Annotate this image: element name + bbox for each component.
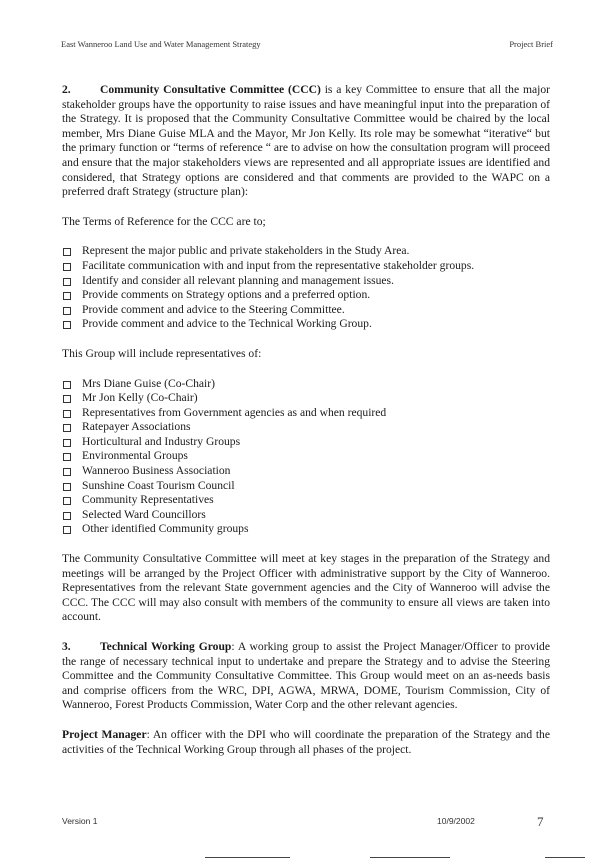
scan-artifact-line <box>545 857 585 858</box>
checkbox-bullet-icon <box>63 497 71 505</box>
list-item: Represent the major public and private stakeholders in the Study Area. <box>62 244 550 259</box>
scan-artifact-line <box>370 857 450 858</box>
checkbox-bullet-icon <box>63 307 71 315</box>
list-item: Representatives from Government agencies as and when required <box>62 406 550 421</box>
checkbox-bullet-icon <box>63 526 71 534</box>
checkbox-bullet-icon <box>63 395 71 403</box>
representatives-intro: This Group will include representatives of: <box>62 346 262 360</box>
page-body <box>62 83 550 757</box>
checkbox-bullet-icon <box>63 278 71 286</box>
footer-date: 10/9/2002 <box>437 816 475 826</box>
project-manager-title: Project Manager <box>62 727 147 741</box>
checkbox-bullet-icon <box>63 292 71 300</box>
list-item: Environmental Groups <box>62 449 550 464</box>
scan-artifact-line <box>205 857 290 858</box>
list-item: Mr Jon Kelly (Co-Chair) <box>62 391 550 406</box>
section-2-number: 2. <box>62 83 71 96</box>
list-item: Wanneroo Business Association <box>62 464 550 479</box>
checkbox-bullet-icon <box>63 439 71 447</box>
list-item: Horticultural and Industry Groups <box>62 435 550 450</box>
list-item: Provide comment and advice to the Steering Committee. <box>62 303 550 318</box>
project-manager-text: : An officer with the DPI who will coordinate the preparation of the Strategy and the activities of the Technical Working Group through all phases of the project. <box>62 727 550 756</box>
footer-version: Version 1 <box>62 816 98 826</box>
list-item: Other identified Community groups <box>62 522 550 537</box>
list-item: Provide comments on Strategy options and a preferred option. <box>62 288 550 303</box>
checkbox-bullet-icon <box>63 483 71 491</box>
project-manager-paragraph <box>62 728 550 757</box>
running-header-doc-type: Project Brief <box>509 39 553 49</box>
checkbox-bullet-icon <box>63 410 71 418</box>
checkbox-bullet-icon <box>63 263 71 271</box>
section-3-text: : A working group to assist the Project Manager/Officer to provide the range of necessary technical input to undertake and prepare the Strategy and to advise the Steering Committee and the Community Consultative Committee. This Group would meet on an as-needs basis and comprise officers from the WRC, DPI, AGWA, MRWA, DOME, Tourism Commission, City of Wanneroo, Forest Products Commission, Water Corp and the other relevant agencies. <box>62 640 550 712</box>
section-2-title: Community Consultative Committee (CCC) <box>100 83 321 96</box>
list-item: Facilitate communication with and input from the representative stakeholder groups. <box>62 259 550 274</box>
running-header-title: East Wanneroo Land Use and Water Management Strategy <box>61 39 261 49</box>
section-2-text: is a key Committee to ensure that all the major stakeholder groups have the opportunity to raise issues and have meaningful input into the preparation of the Strategy. It is proposed that the Community Consultative Committee would be chaired by the local member, Mrs Diane Guise MLA and the Mayor, Mr Jon Kelly. Its role may be somewhat “iterative“ but the primary function or “terms of reference “ are to advise on how the consultation program will proceed and ensure that the major stakeholders views are represented and all appropriate issues are identified and considered, that Strategy options are considered and that comments are provided to the WAPC on a preferred draft Strategy (structure plan): <box>62 83 550 199</box>
checkbox-bullet-icon <box>63 424 71 432</box>
checkbox-bullet-icon <box>63 381 71 389</box>
terms-list <box>62 244 550 332</box>
list-item: Community Representatives <box>62 493 550 508</box>
terms-intro: The Terms of Reference for the CCC are to; <box>62 214 266 228</box>
checkbox-bullet-icon <box>63 512 71 520</box>
section-3-number: 3. <box>62 640 71 653</box>
representatives-list <box>62 377 550 538</box>
list-item: Identify and consider all relevant planning and management issues. <box>62 274 550 289</box>
ccc-meeting-paragraph: The Community Consultative Committee will meet at key stages in the preparation of the Strategy and meetings will be arranged by the Project Officer with administrative support by the City of Wanneroo. Representatives from the relevant State government agencies and the City of Wanneroo will advise the CCC. The CCC will may also consult with members of the community to ensure all views are taken into account. <box>62 552 550 624</box>
checkbox-bullet-icon <box>63 453 71 461</box>
section-3-paragraph <box>62 640 550 713</box>
list-item: Selected Ward Councillors <box>62 508 550 523</box>
list-item: Provide comment and advice to the Technical Working Group. <box>62 317 550 332</box>
checkbox-bullet-icon <box>63 468 71 476</box>
page-number: 7 <box>537 814 544 829</box>
list-item: Mrs Diane Guise (Co-Chair) <box>62 377 550 392</box>
list-item: Ratepayer Associations <box>62 420 550 435</box>
section-3-title: Technical Working Group <box>100 640 232 653</box>
section-2-paragraph <box>62 83 550 200</box>
list-item: Sunshine Coast Tourism Council <box>62 479 550 494</box>
checkbox-bullet-icon <box>63 321 71 329</box>
checkbox-bullet-icon <box>63 248 71 256</box>
